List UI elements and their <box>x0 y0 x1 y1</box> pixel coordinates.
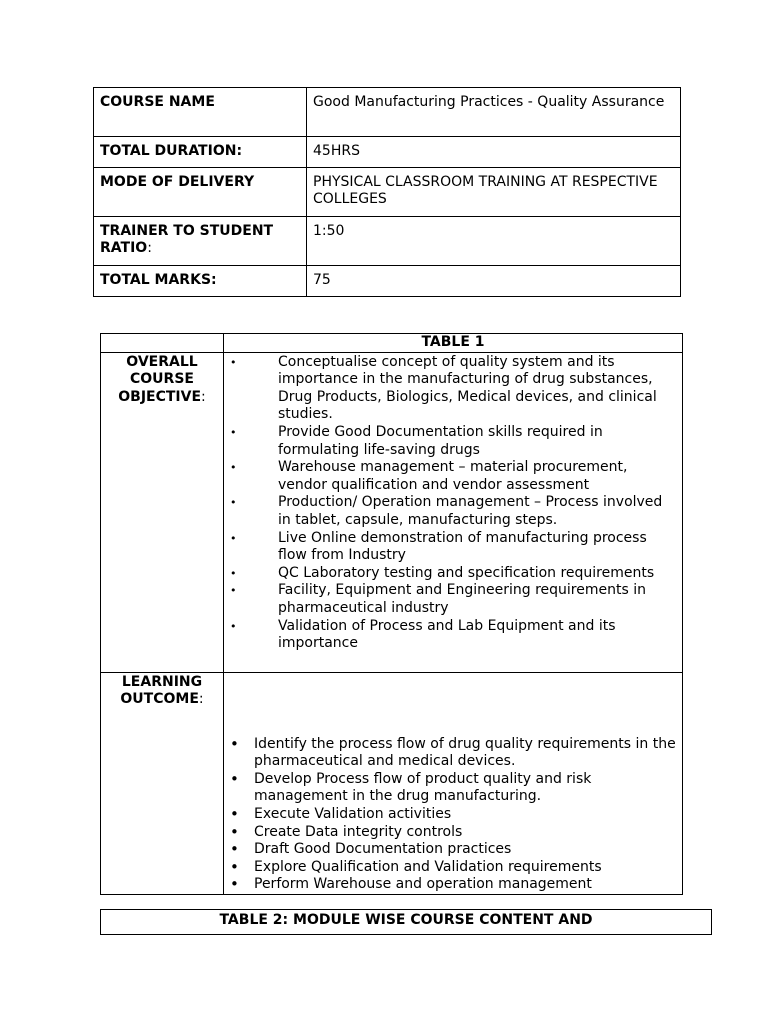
outcome-label-suffix: : <box>198 691 204 708</box>
list-item: • Identify the process flow of drug quality requirements in the pharmaceutical and medical devices. <box>230 734 676 770</box>
list-item: • Perform Warehouse and operation management <box>230 875 592 894</box>
objective-row <box>101 352 683 672</box>
list-item: • Execute Validation activities <box>230 804 452 823</box>
list-item: • Draft Good Documentation practices <box>230 840 512 859</box>
bullet-icon: • <box>230 619 237 633</box>
course-info-table <box>93 87 681 297</box>
bullet-icon: • <box>230 531 237 545</box>
outcome-label-cell <box>101 672 224 894</box>
table-1-header-row <box>101 334 683 353</box>
objective-label: OVERALL COURSE OBJECTIVE <box>118 353 202 405</box>
mode-of-delivery-value: PHYSICAL CLASSROOM TRAINING AT RESPECTIVE COLLEGES <box>307 168 681 217</box>
bullet-icon: • <box>230 769 239 788</box>
outcomes-cell <box>224 672 683 894</box>
course-name-label: COURSE NAME <box>94 88 307 137</box>
mode-of-delivery-label: MODE OF DELIVERY <box>94 168 307 217</box>
bullet-icon: • <box>230 461 237 475</box>
objective-label-suffix: : <box>201 388 206 405</box>
bullet-icon: • <box>230 875 239 894</box>
list-item: • Validation of Process and Lab Equipment and its importance <box>230 617 616 652</box>
outcomes-list <box>230 674 676 894</box>
list-item: • Provide Good Documentation skills required in formulating life-saving drugs <box>230 423 603 458</box>
bullet-icon: • <box>230 734 239 753</box>
bullet-icon: • <box>230 584 237 598</box>
table-2-title: TABLE 2: MODULE WISE COURSE CONTENT AND <box>100 909 712 935</box>
objective-label-cell <box>101 352 224 672</box>
mode-of-delivery-row <box>94 168 681 217</box>
list-item: • Live Online demonstration of manufacturing process flow from Industry <box>230 529 647 564</box>
outcome-label: LEARNING OUTCOME <box>120 673 203 708</box>
bullet-icon: • <box>230 822 239 841</box>
list-item: • Production/ Operation management – Process involved in tablet, capsule, manufacturing steps. <box>230 494 663 528</box>
bullet-icon: • <box>230 496 237 510</box>
list-item: • Warehouse management – material procurement, vendor qualification and vendor assessment <box>230 459 628 493</box>
total-marks-value: 75 <box>307 266 681 297</box>
outcome-row <box>101 672 683 894</box>
total-marks-row <box>94 266 681 297</box>
bullet-icon: • <box>230 355 237 369</box>
table-1-title: TABLE 1 <box>224 334 683 353</box>
course-name-value: Good Manufacturing Practices - Quality Assurance <box>307 88 681 137</box>
objectives-list <box>230 354 676 653</box>
total-duration-row <box>94 137 681 168</box>
list-item: • Conceptualise concept of quality system and its importance in the manufacturing of drug substances, Drug Products, Biologics, Medical devices, and clinical studies. <box>230 353 657 423</box>
total-duration-label: TOTAL DURATION: <box>94 137 307 168</box>
trainer-ratio-value: 1:50 <box>307 217 681 266</box>
trainer-ratio-label: TRAINER TO STUDENT RATIO <box>100 223 274 256</box>
course-name-row <box>94 88 681 137</box>
objectives-cell <box>224 352 683 672</box>
bullet-icon: • <box>230 566 237 580</box>
bullet-icon: • <box>230 840 239 859</box>
bullet-icon: • <box>230 857 239 876</box>
list-item: • Explore Qualification and Validation requirements <box>230 857 602 876</box>
bullet-icon: • <box>230 425 237 439</box>
list-item: • Create Data integrity controls <box>230 822 463 841</box>
list-item: • QC Laboratory testing and specification requirements <box>230 564 655 581</box>
list-item: • Develop Process flow of product quality and risk management in the drug manufacturing. <box>230 769 592 805</box>
total-duration-value: 45HRS <box>307 137 681 168</box>
table-1 <box>100 333 683 895</box>
trainer-ratio-label-suffix: : <box>147 240 152 256</box>
trainer-ratio-label-cell <box>94 217 307 266</box>
list-item: • Facility, Equipment and Engineering requirements in pharmaceutical industry <box>230 582 646 616</box>
bullet-icon: • <box>230 804 239 823</box>
trainer-ratio-row <box>94 217 681 266</box>
total-marks-label: TOTAL MARKS: <box>94 266 307 297</box>
